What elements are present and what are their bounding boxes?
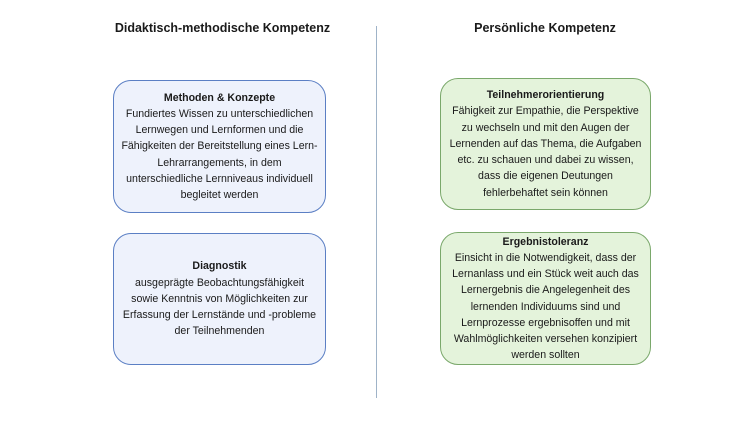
card-text: ausgeprägte Beobachtungsfähigkeit sowie Kenntnis von Möglichkeiten zur Erfassung der Lernstände und -probleme der Teilnehmenden bbox=[122, 276, 317, 338]
column-divider bbox=[376, 26, 377, 398]
card-text: Fähigkeit zur Empathie, die Perspektive zu wechseln und mit den Augen der Lernenden auf das Thema, die Aufgaben etc. zu schauen und dabei zu wissen, dass die eigenen Deutungen fehlerbehaftet sein können bbox=[449, 105, 642, 199]
card-title: Diagnostik bbox=[192, 260, 247, 273]
teilnehmerorientierung-card bbox=[440, 78, 651, 210]
card-title: Methoden & Konzepte bbox=[163, 91, 276, 104]
ergebnistoleranz-card bbox=[440, 232, 651, 365]
card-text: Einsicht in die Notwendigkeit, dass der Lernanlass und ein Stück weit auch das Lernergebnis die Angelegenheit des lernenden Individuums sind und Lernprozesse ergebnisoffen und mit Wahlmöglichkeiten versehen konzipiert werden sollten bbox=[452, 251, 639, 362]
right-column-title: Persönliche Kompetenz bbox=[474, 21, 616, 35]
left-column-title: Didaktisch-methodische Kompetenz bbox=[114, 21, 331, 35]
diagnostik-card bbox=[113, 233, 326, 365]
card-title: Ergebnistoleranz bbox=[502, 235, 589, 248]
card-text: Fundiertes Wissen zu unterschiedlichen Lernwegen und Lernformen und die Fähigkeiten der Bereitstellung eines Lern-Lehrarrangements, in dem unterschiedliche Lernniveaus individuell begleitet werden bbox=[121, 107, 318, 201]
methoden-konzepte-card bbox=[113, 80, 326, 213]
card-title: Teilnehmerorientierung bbox=[486, 89, 605, 102]
